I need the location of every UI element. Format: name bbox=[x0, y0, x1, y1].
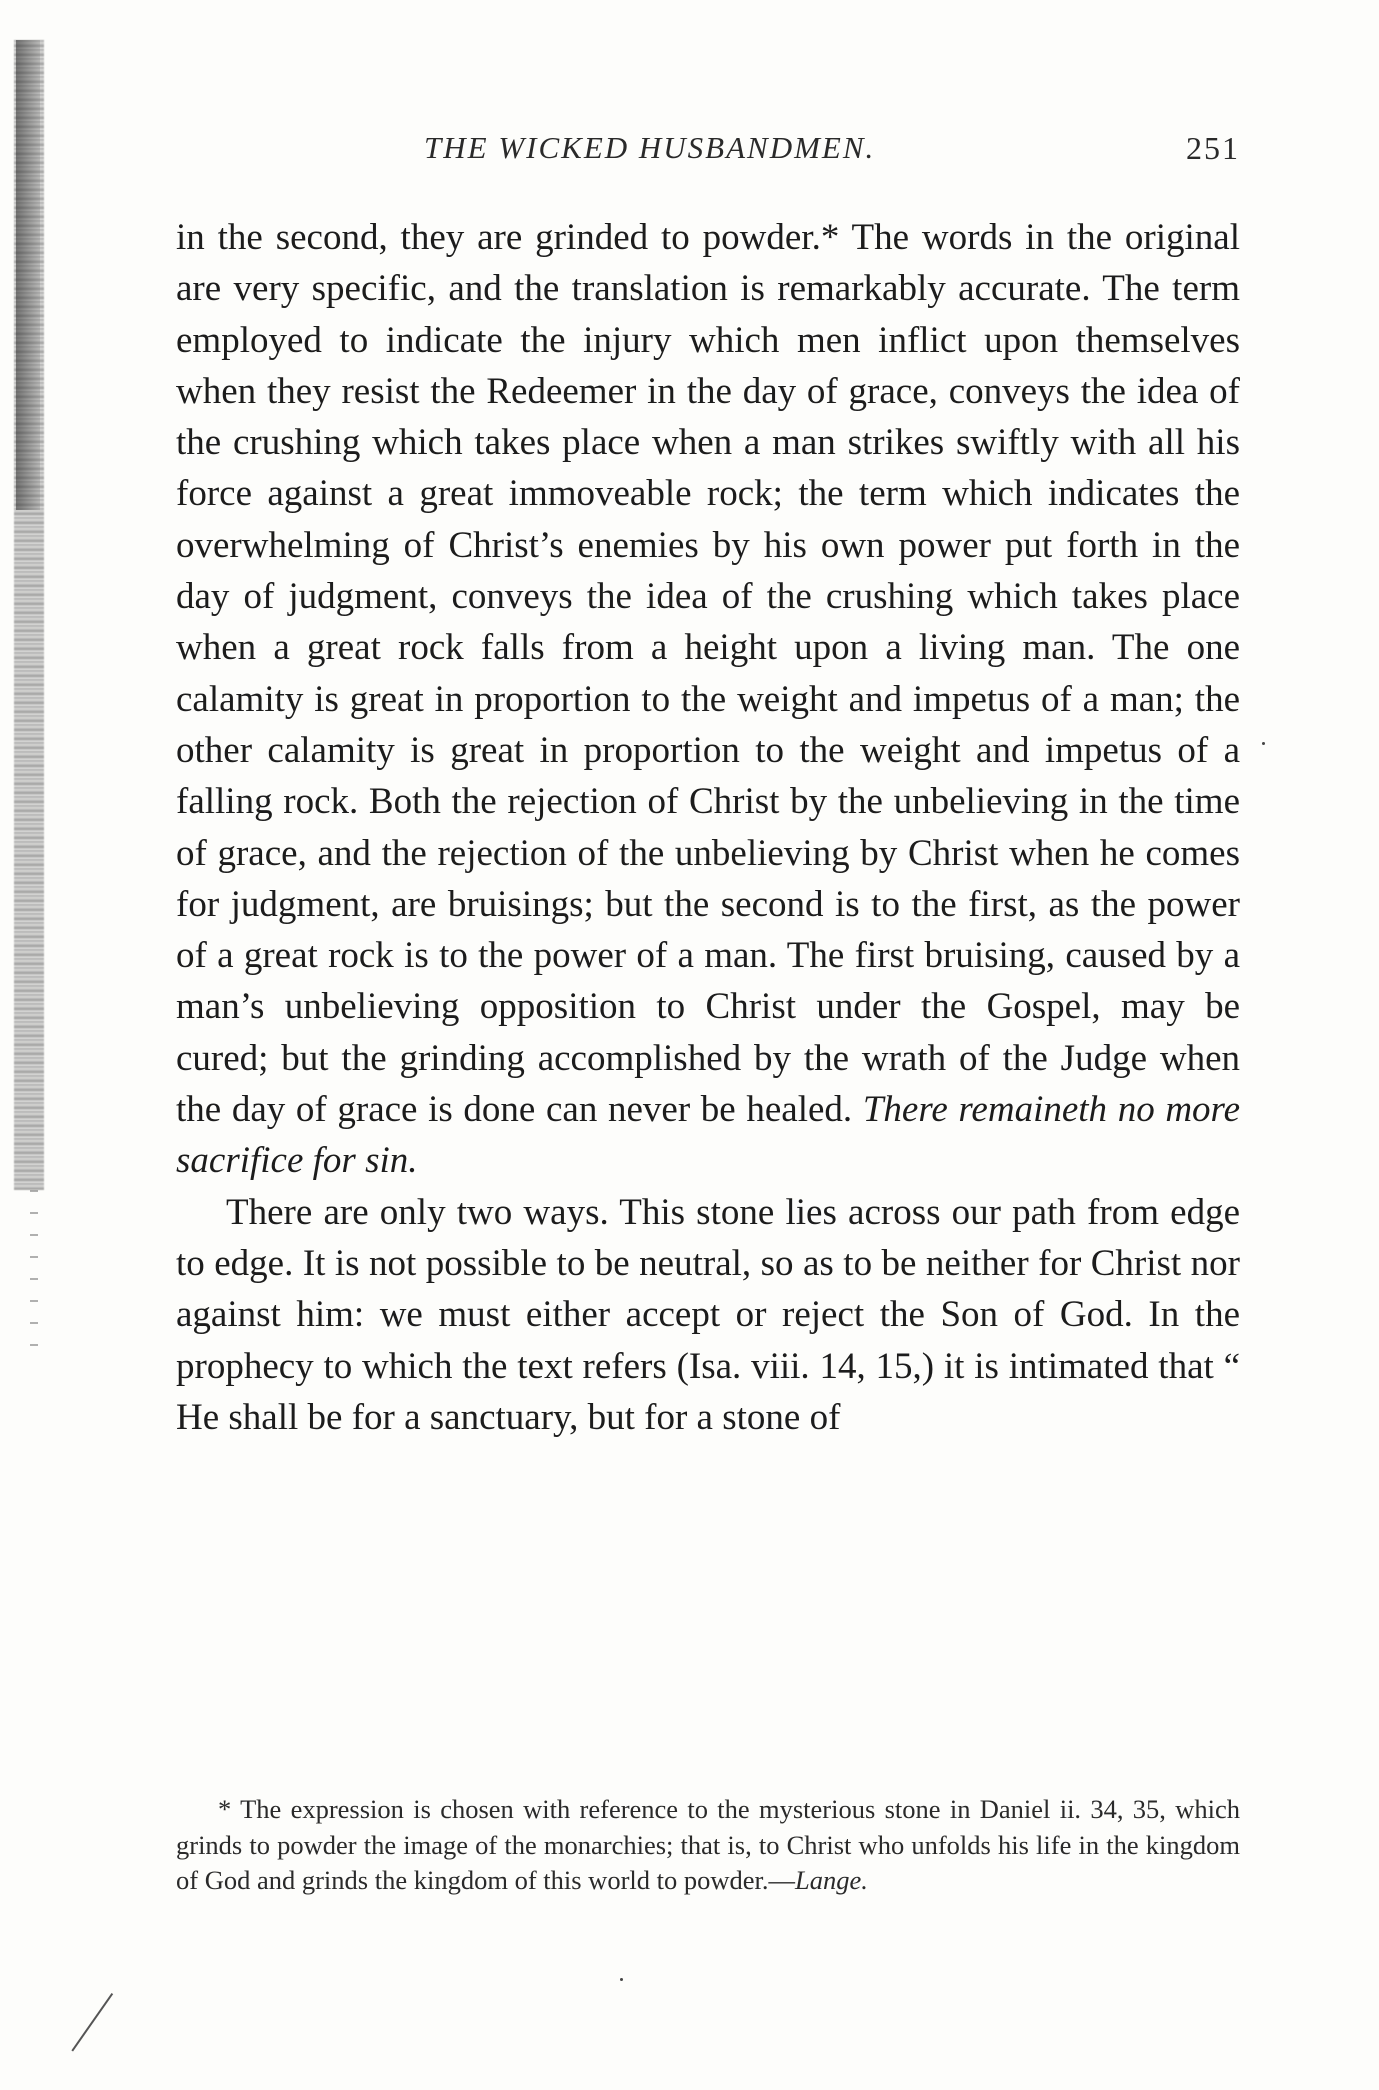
binding-speckles bbox=[30, 1190, 38, 1350]
footnote bbox=[176, 1792, 1240, 1899]
paragraph-text: in the second, they are grinded to powder.* The words in the original are very specific, and the translation is remarkably accurate. The term employed to indicate the injury which men inflict upon themselves when they resist the Redeemer in the day of grace, conveys the idea of the crushing which takes place when a man strikes swiftly with all his force against a great immoveable rock; the term which indicates the overwhelming of Christ’s enemies by his own power put forth in the day of judgment, conveys the idea of the crushing which takes place when a great rock falls from a height upon a living man. The one calamity is great in proportion to the weight and impetus of a man; the other calamity is great in proportion to the weight and impetus of a falling rock. Both the rejection of Christ by the unbelieving in the time of grace, and the rejection of the unbelieving by Christ when he comes for judgment, are bruisings; but the second is to the first, as the power of a great rock is to the power of a man. The first bruising, caused by a man’s unbelieving opposition to Christ under the Gospel, may be cured; but the grinding accomplished by the wrath of the Judge when the day of grace is done can never be healed. bbox=[176, 217, 1240, 1131]
page-header bbox=[176, 130, 1240, 180]
italic-sentence: There remaineth no more sacrifice for sin. bbox=[176, 1089, 1241, 1182]
footnote-text: * The expression is chosen with reference to the mysterious stone in Daniel ii. 34, 35, which grinds to powder the image of the monarchies; that is, to Christ who unfolds his life in the kingdom of God and grinds the kingdom of this world to powder.— bbox=[176, 1794, 1240, 1895]
stray-dot bbox=[1262, 742, 1265, 745]
paragraph bbox=[176, 212, 1240, 1187]
body-text bbox=[176, 212, 1240, 1443]
page-number: 251 bbox=[1186, 130, 1240, 166]
paragraph: There are only two ways. This stone lies across our path from edge to edge. It is not possible to be neutral, so as to be neither for Christ nor against him: we must either accept or reject the Son of God. In the prophecy to which the text refers (Isa. viii. 14, 15,) it is intimated that “ He shall be for a sanctuary, but for a stone of bbox=[176, 1191, 1240, 1438]
binding-shadow-dark bbox=[16, 40, 40, 510]
running-title: THE WICKED HUSBANDMEN. bbox=[424, 130, 876, 165]
stray-dot bbox=[620, 1978, 623, 1981]
stray-pen-mark bbox=[71, 1993, 112, 2051]
footnote-attribution: Lange. bbox=[795, 1865, 868, 1895]
